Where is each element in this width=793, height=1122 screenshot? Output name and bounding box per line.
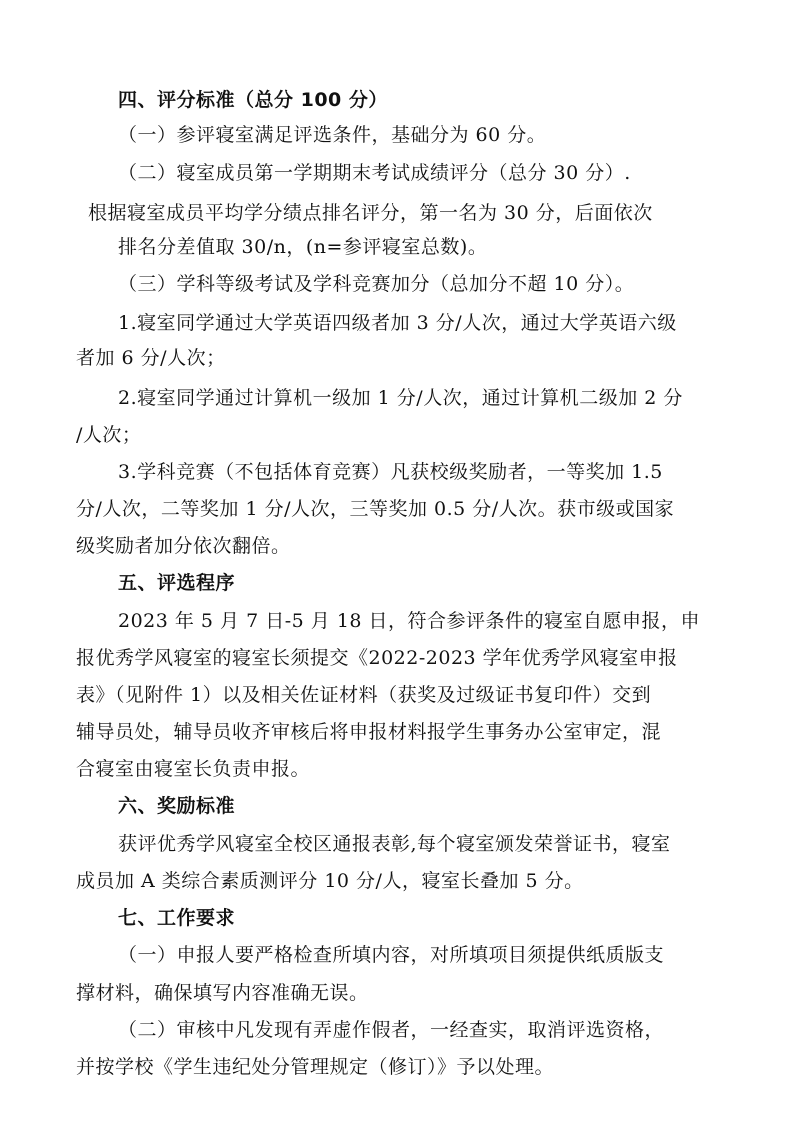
section-heading-scoring: 四、评分标准（总分 100 分）	[118, 89, 388, 111]
section-heading-requirements: 七、工作要求	[118, 907, 236, 929]
paragraph-line: 1.寝室同学通过大学英语四级者加 3 分/人次，通过大学英语六级	[118, 312, 677, 334]
paragraph-line: （三）学科等级考试及学科竞赛加分（总加分不超 10 分）。	[118, 273, 635, 295]
paragraph-line: 2023 年 5 月 7 日-5 月 18 日，符合参评条件的寝室自愿申报，申	[118, 610, 701, 632]
paragraph-line: 表》（见附件 1）以及相关佐证材料（获奖及过级证书复印件）交到	[76, 684, 652, 706]
paragraph-line: /人次；	[76, 424, 142, 446]
paragraph-line: （二）寝室成员第一学期期末考试成绩评分（总分 30 分）.	[118, 162, 631, 184]
paragraph-line: 并按学校《学生违纪处分管理规定（修订）》予以处理。	[76, 1056, 555, 1078]
paragraph-line: 排名分差值取 30/n，(n=参评寝室总数)。	[118, 236, 488, 258]
paragraph-line: （二）审核中凡发现有弄虚作假者，一经查实，取消评选资格，	[118, 1019, 665, 1041]
paragraph-line: 合寝室由寝室长负责申报。	[76, 758, 311, 780]
section-heading-procedure: 五、评选程序	[118, 572, 236, 594]
paragraph-line: 撑材料，确保填写内容准确无误。	[76, 982, 369, 1004]
paragraph-line: 获评优秀学风寝室全校区通报表彰,每个寝室颁发荣誉证书，寝室	[118, 833, 671, 855]
paragraph-line: 2.寝室同学通过计算机一级加 1 分/人次，通过计算机二级加 2 分	[118, 387, 683, 409]
paragraph-line: （一）参评寝室满足评选条件，基础分为 60 分。	[118, 124, 547, 146]
paragraph-line: 分/人次，二等奖加 1 分/人次，三等奖加 0.5 分/人次。获市级或国家	[76, 498, 675, 520]
paragraph-line: （一）申报人要严格检查所填内容，对所填项目须提供纸质版支	[118, 944, 665, 966]
section-heading-rewards: 六、奖励标准	[118, 795, 236, 817]
paragraph-line: 成员加 A 类综合素质测评分 10 分/人，寝室长叠加 5 分。	[76, 870, 584, 892]
paragraph-line: 报优秀学风寝室的寝室长须提交《2022-2023 学年优秀学风寝室申报	[76, 647, 678, 669]
paragraph-line: 3.学科竞赛（不包括体育竞赛）凡获校级奖励者，一等奖加 1.5	[118, 461, 663, 483]
paragraph-line: 根据寝室成员平均学分绩点排名评分，第一名为 30 分，后面依次	[88, 202, 653, 224]
paragraph-line: 辅导员处，辅导员收齐审核后将申报材料报学生事务办公室审定，混	[76, 721, 662, 743]
paragraph-line: 者加 6 分/人次；	[76, 347, 226, 369]
paragraph-line: 级奖励者加分依次翻倍。	[76, 535, 291, 557]
